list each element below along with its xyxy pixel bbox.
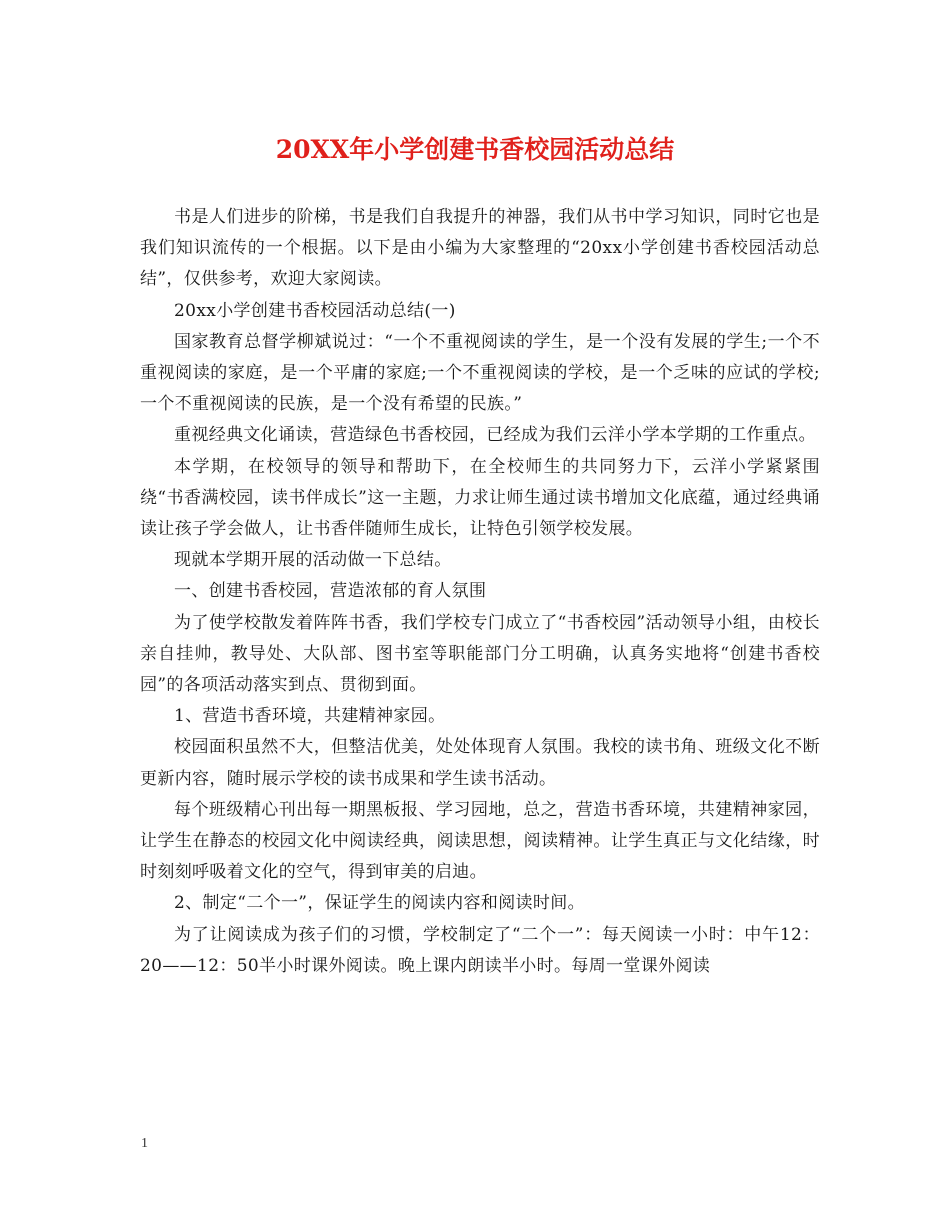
paragraph-section-heading: 20xx小学创建书香校园活动总结(一) [174,300,456,321]
paragraph-intro: 书是人们进步的阶梯，书是我们自我提升的神器，我们从书中学习知识，同时它也是我们知识流传的一个根据。以下是由小编为大家整理的“20xx小学创建书香校园活动总结”，仅供参考，欢迎大家阅读。 [140,207,820,290]
paragraph-heading-1: 一、创建书香校园，营造浓郁的育人氛围 [174,581,487,602]
paragraph-subheading-1: 1、营造书香环境，共建精神家园。 [174,706,446,727]
paragraph: 为了让阅读成为孩子们的习惯，学校制定了“二个一”：每天阅读一小时：中午12：20——12：50半小时课外阅读。晚上课内朗读半小时。每周一堂课外阅读 [140,924,820,976]
paragraph-quote: 国家教育总督学柳斌说过：“一个不重视阅读的学生，是一个没有发展的学生;一个不重视阅读的家庭，是一个平庸的家庭;一个不重视阅读的学校，是一个乏味的应试的学校;一个不重视阅读的民族，是一个没有希望的民族。” [140,331,820,415]
document-body [140,202,820,982]
paragraph: 本学期，在校领导的领导和帮助下，在全校师生的共同努力下，云洋小学紧紧围绕“书香满校园，读书伴成长”这一主题，力求让师生通过读书增加文化底蕴，通过经典诵读让孩子学会做人，让书香伴随师生成长，让特色引领学校发展。 [140,456,820,540]
paragraph: 校园面积虽然不大，但整洁优美，处处体现育人氛围。我校的读书角、班级文化不断更新内容，随时展示学校的读书成果和学生读书活动。 [140,737,820,789]
paragraph: 现就本学期开展的活动做一下总结。 [174,550,452,571]
document-title: 20XX年小学创建书香校园活动总结 [275,135,675,164]
paragraph: 重视经典文化诵读，营造绿色书香校园，已经成为我们云洋小学本学期的工作重点。 [174,425,816,446]
paragraph-subheading-2: 2、制定“二个一”，保证学生的阅读内容和阅读时间。 [174,893,585,914]
page-number: 1 [141,1136,148,1151]
paragraph: 每个班级精心刊出每一期黑板报、学习园地，总之，营造书香环境，共建精神家园，让学生在静态的校园文化中阅读经典，阅读思想，阅读精神。让学生真正与文化结缘，时时刻刻呼吸着文化的空气，得到审美的启迪。 [140,799,820,883]
paragraph: 为了使学校散发着阵阵书香，我们学校专门成立了“书香校园”活动领导小组，由校长亲自挂帅，教导处、大队部、图书室等职能部门分工明确，认真务实地将“创建书香校园”的各项活动落实到点、贯彻到面。 [140,612,820,696]
